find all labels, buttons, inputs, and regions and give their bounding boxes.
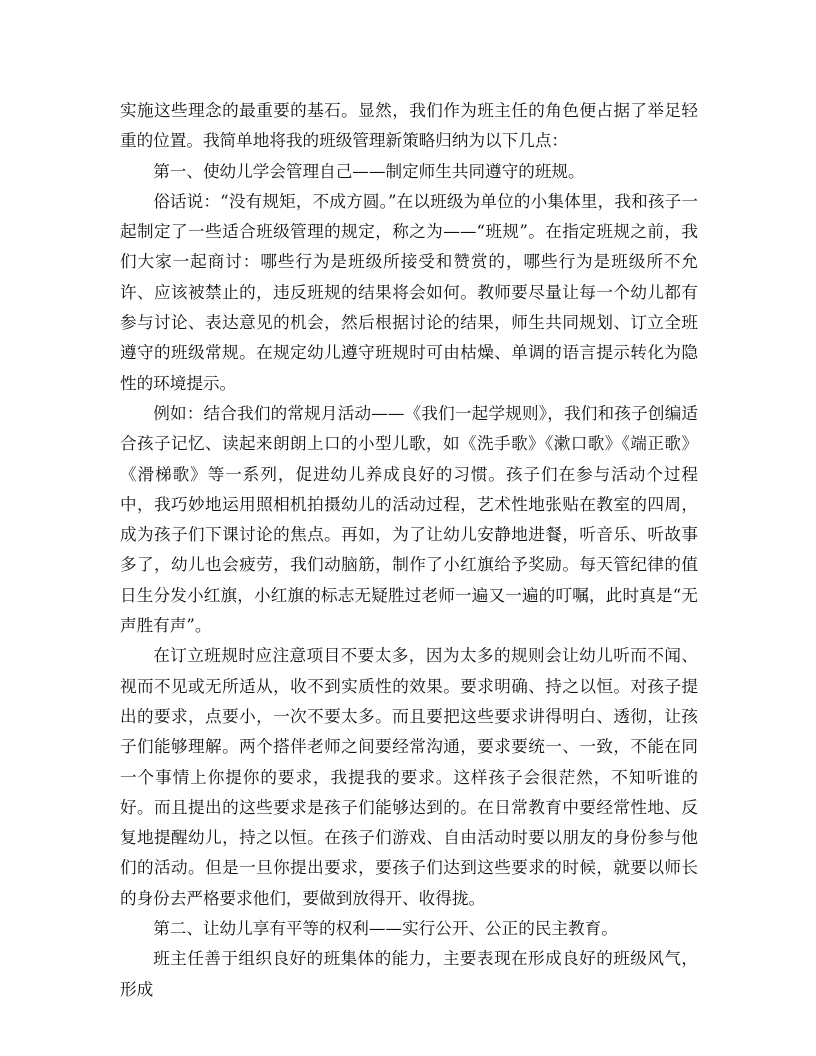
paragraph-2-heading: 第一、使幼儿学会管理自己——制定师生共同遵守的班规。	[153, 161, 585, 181]
body-text	[120, 96, 698, 1005]
paragraph-6-heading: 第二、让幼儿享有平等的权利——实行公开、公正的民主教育。	[153, 919, 618, 939]
paragraph-7: 班主任善于组织良好的班集体的能力，主要表现在形成良好的班级风气，形成	[120, 949, 698, 999]
paragraph-4: 例如：结合我们的常规月活动——《我们一起学规则》，我们和孩子创编适合孩子记忆、读起来朗朗上口的小型儿歌，如《洗手歌》《漱口歌》《端正歌》《滑梯歌》等一系列，促进幼儿养成良好的习惯。孩子们在参与活动个过程中，我巧妙地运用照相机拍摄幼儿的活动过程，艺术性地张贴在教室的四周，成为孩子们下课讨论的焦点。再如，为了让幼儿安静地进餐，听音乐、听故事多了，幼儿也会疲劳，我们动脑筋，制作了小红旗给予奖励。每天管纪律的值日生分发小红旗，小红旗的标志无疑胜过老师一遍又一遍的叮嘱，此时真是“无声胜有声”。	[120, 403, 698, 636]
paragraph-1: 实施这些理念的最重要的基石。显然，我们作为班主任的角色便占据了举足轻重的位置。我简单地将我的班级管理新策略归纳为以下几点：	[120, 101, 698, 151]
paragraph-5: 在订立班规时应注意项目不要太多，因为太多的规则会让幼儿听而不闻、视而不见或无所适从，收不到实质性的效果。要求明确、持之以恒。对孩子提出的要求，点要小，一次不要太多。而且要把这些要求讲得明白、透彻，让孩子们能够理解。两个搭伴老师之间要经常沟通，要求要统一、一致，不能在同一个事情上你提你的要求，我提我的要求。这样孩子会很茫然，不知听谁的好。而且提出的这些要求是孩子们能够达到的。在日常教育中要经常性地、反复地提醒幼儿，持之以恒。在孩子们游戏、自由活动时要以朋友的身份参与他们的活动。但是一旦你提出要求，要孩子们达到这些要求的时候，就要以师长的身份去严格要求他们，要做到放得开、收得拢。	[120, 646, 698, 908]
paragraph-3: 俗话说：“没有规矩，不成方圆。”在以班级为单位的小集体里，我和孩子一起制定了一些适合班级管理的规定，称之为——“班规”。在指定班规之前，我们大家一起商讨：哪些行为是班级所接受和赞赏的，哪些行为是班级所不允许、应该被禁止的，违反班规的结果将会如何。教师要尽量让每一个幼儿都有参与讨论、表达意见的机会，然后根据讨论的结果，师生共同规划、订立全班遵守的班级常规。在规定幼儿遵守班规时可由枯燥、单调的语言提示转化为隐性的环境提示。	[120, 191, 698, 393]
